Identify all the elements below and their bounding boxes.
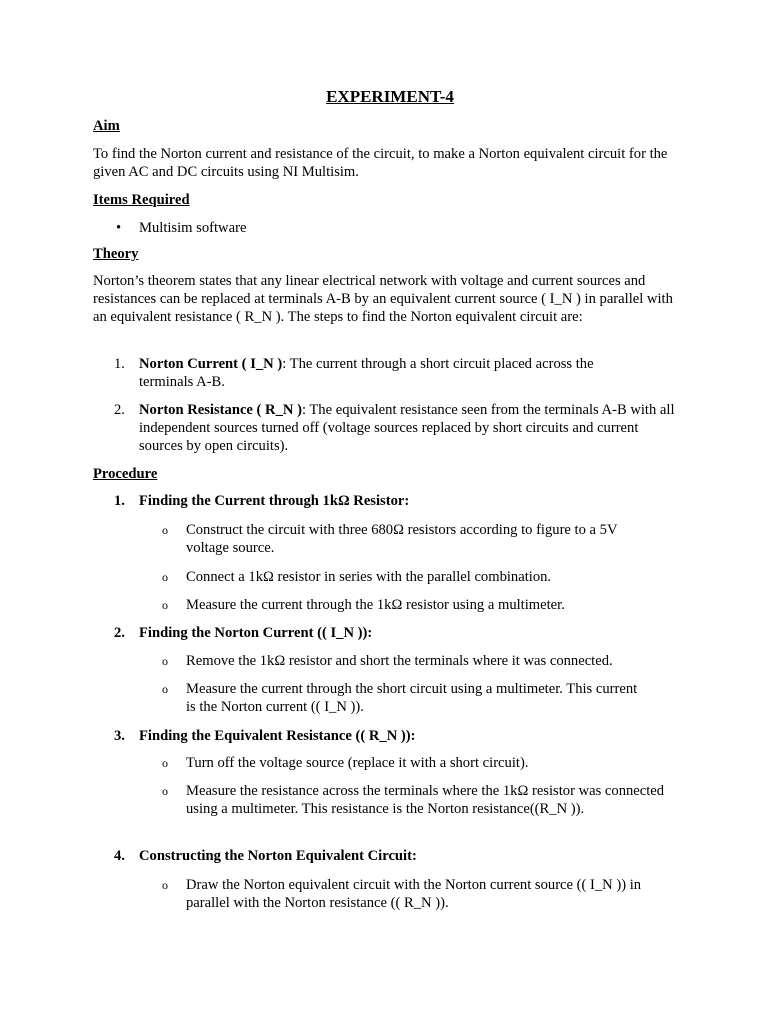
- aim-heading: Aim: [93, 118, 120, 134]
- procedure-substep: Construct the circuit with three 680Ω resistors according to figure to a 5V voltage source.: [186, 522, 618, 556]
- theory-heading: Theory: [93, 246, 139, 262]
- procedure-substep: Connect a 1kΩ resistor in series with the parallel combination.: [186, 569, 552, 585]
- procedure-step-number: 1.: [114, 493, 125, 509]
- procedure-step-title: Constructing the Norton Equivalent Circuit:: [139, 848, 417, 864]
- theory-step-number: 2.: [114, 402, 125, 418]
- procedure-substep: Draw the Norton equivalent circuit with the Norton current source (( I_N )) in parallel with the Norton resistance (( R_N )).: [186, 877, 642, 911]
- items-required-heading: Items Required: [93, 192, 190, 208]
- page-title: EXPERIMENT-4: [326, 87, 454, 106]
- sub-bullet-marker: o: [162, 598, 168, 612]
- theory-text: Norton’s theorem states that any linear electrical network with voltage and current sources and resistances can be replaced at terminals A-B by an equivalent current source ( I_N ) in parallel with an equivalent resistance ( R_N ). The steps to find the Norton equivalent circuit are:: [93, 273, 673, 325]
- procedure-step-number: 2.: [114, 625, 125, 641]
- sub-bullet-marker: o: [162, 784, 168, 798]
- sub-bullet-marker: o: [162, 878, 168, 892]
- sub-bullet-marker: o: [162, 570, 168, 584]
- theory-step-norton-current: [139, 355, 609, 391]
- procedure-substep: Measure the resistance across the terminals where the 1kΩ resistor was connected using a multimeter. This resistance is the Norton resistance((R_N )).: [186, 783, 665, 817]
- theory-step-term: Norton Current ( I_N ): [139, 356, 283, 372]
- procedure-step-number: 4.: [114, 848, 125, 864]
- sub-bullet-marker: o: [162, 682, 168, 696]
- procedure-step-title: Finding the Equivalent Resistance (( R_N )):: [139, 728, 416, 744]
- items-required-item: Multisim software: [139, 220, 247, 236]
- procedure-step-title: Finding the Current through 1kΩ Resistor:: [139, 493, 410, 509]
- procedure-substep: Turn off the voltage source (replace it with a short circuit).: [186, 755, 529, 771]
- procedure-substep: Measure the current through the short circuit using a multimeter. This current is the Norton current (( I_N )).: [186, 681, 638, 715]
- procedure-step-title: Finding the Norton Current (( I_N )):: [139, 625, 373, 641]
- theory-step-desc: : The current through a short circuit placed across the terminals A-B.: [139, 356, 594, 390]
- bullet-marker: •: [116, 220, 122, 236]
- theory-step-norton-resistance: [139, 401, 684, 455]
- procedure-step-number: 3.: [114, 728, 125, 744]
- procedure-substep: Remove the 1kΩ resistor and short the terminals where it was connected.: [186, 653, 613, 669]
- aim-text: To find the Norton current and resistance of the circuit, to make a Norton equivalent circuit for the given AC and DC circuits using NI Multisim.: [93, 146, 668, 180]
- theory-step-desc: : The equivalent resistance seen from the terminals A-B with all independent sources turned off (voltage sources replaced by short circuits and current sources by open circuits).: [139, 402, 675, 454]
- sub-bullet-marker: o: [162, 756, 168, 770]
- procedure-substep: Measure the current through the 1kΩ resistor using a multimeter.: [186, 597, 565, 613]
- procedure-heading: Procedure: [93, 466, 158, 482]
- sub-bullet-marker: o: [162, 654, 168, 668]
- theory-step-term: Norton Resistance ( R_N ): [139, 402, 302, 418]
- theory-step-number: 1.: [114, 356, 125, 372]
- sub-bullet-marker: o: [162, 523, 168, 537]
